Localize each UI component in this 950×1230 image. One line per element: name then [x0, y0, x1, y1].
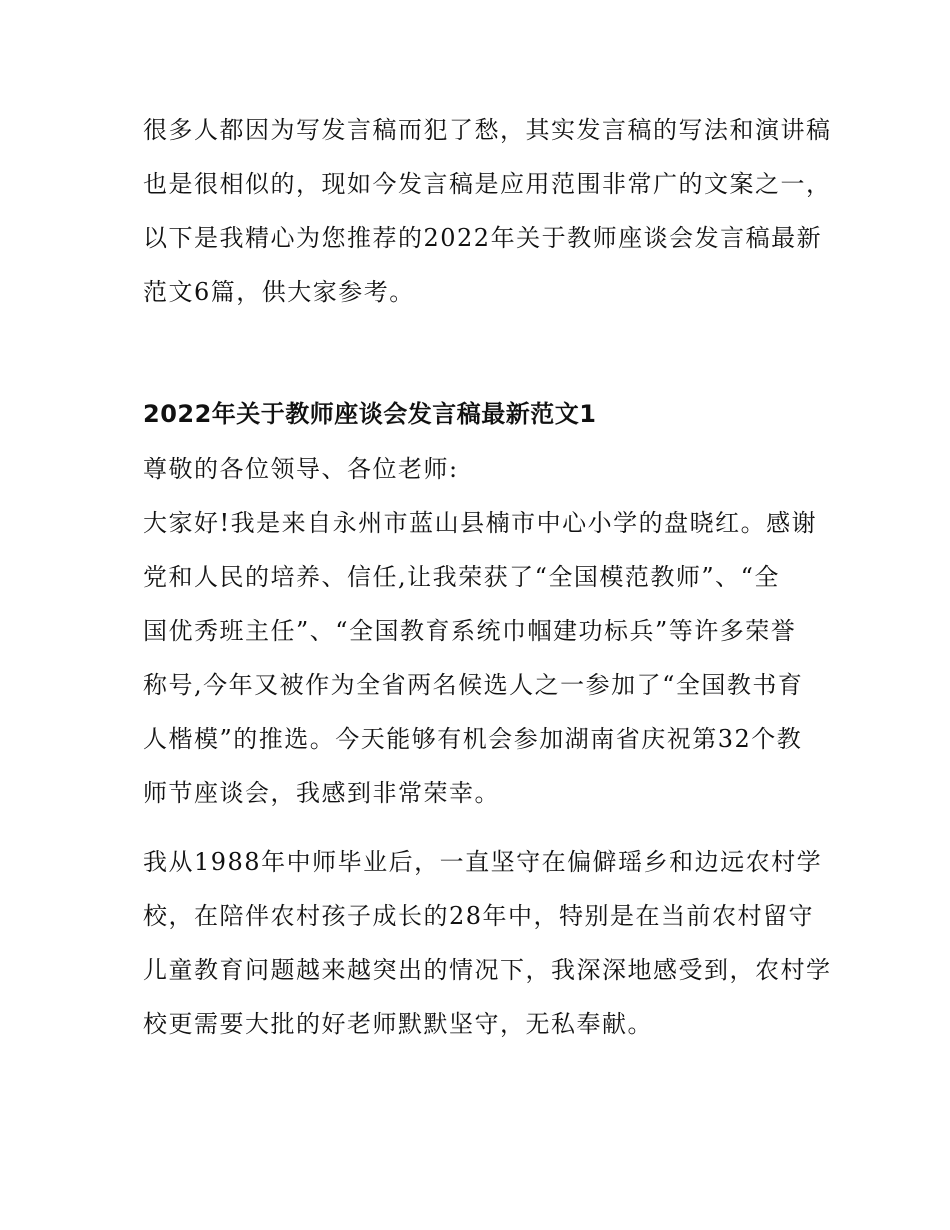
- paragraph-line: 国优秀班主任”、“全国教育系统巾帼建功标兵”等许多荣誉: [143, 617, 797, 645]
- paragraph-line: 校更需要大批的好老师默默坚守，无私奉献。: [143, 1010, 653, 1038]
- section-title: [143, 387, 823, 441]
- body-paragraph-2: [143, 835, 832, 1051]
- paragraph-line: 党和人民的培养、信任,让我荣获了“全国模范教师”、“全: [143, 563, 780, 591]
- intro-line: 范文6篇，供大家参考。: [143, 278, 415, 306]
- intro-paragraph: [143, 103, 832, 319]
- paragraph-line: 校，在陪伴农村孩子成长的28年中，特别是在当前农村留守: [143, 902, 815, 930]
- section-title-text: 2022年关于教师座谈会发言稿最新范文1: [143, 400, 597, 428]
- paragraph-line: 儿童教育问题越来越突出的情况下，我深深地感受到，农村学: [143, 956, 832, 984]
- intro-line: 以下是我精心为您推荐的2022年关于教师座谈会发言稿最新: [143, 224, 823, 252]
- paragraph-line: 大家好!我是来自永州市蓝山县楠市中心小学的盘晓红。感谢: [143, 509, 818, 537]
- salutation-text: 尊敬的各位领导、各位老师:: [143, 455, 459, 483]
- salutation: [143, 442, 823, 496]
- paragraph-line: 称号,今年又被作为全省两名候选人之一参加了“全国教书育: [143, 671, 804, 699]
- paragraph-line: 我从1988年中师毕业后，一直坚守在偏僻瑶乡和边远农村学: [143, 848, 823, 876]
- paragraph-line: 师节座谈会，我感到非常荣幸。: [143, 779, 500, 807]
- paragraph-line: 人楷模”的推选。今天能够有机会参加湖南省庆祝第32个教: [143, 725, 803, 753]
- intro-line: 也是很相似的，现如今发言稿是应用范围非常广的文案之一，: [143, 170, 832, 198]
- intro-line: 很多人都因为写发言稿而犯了愁，其实发言稿的写法和演讲稿: [143, 116, 832, 144]
- body-paragraph-1: [143, 496, 823, 820]
